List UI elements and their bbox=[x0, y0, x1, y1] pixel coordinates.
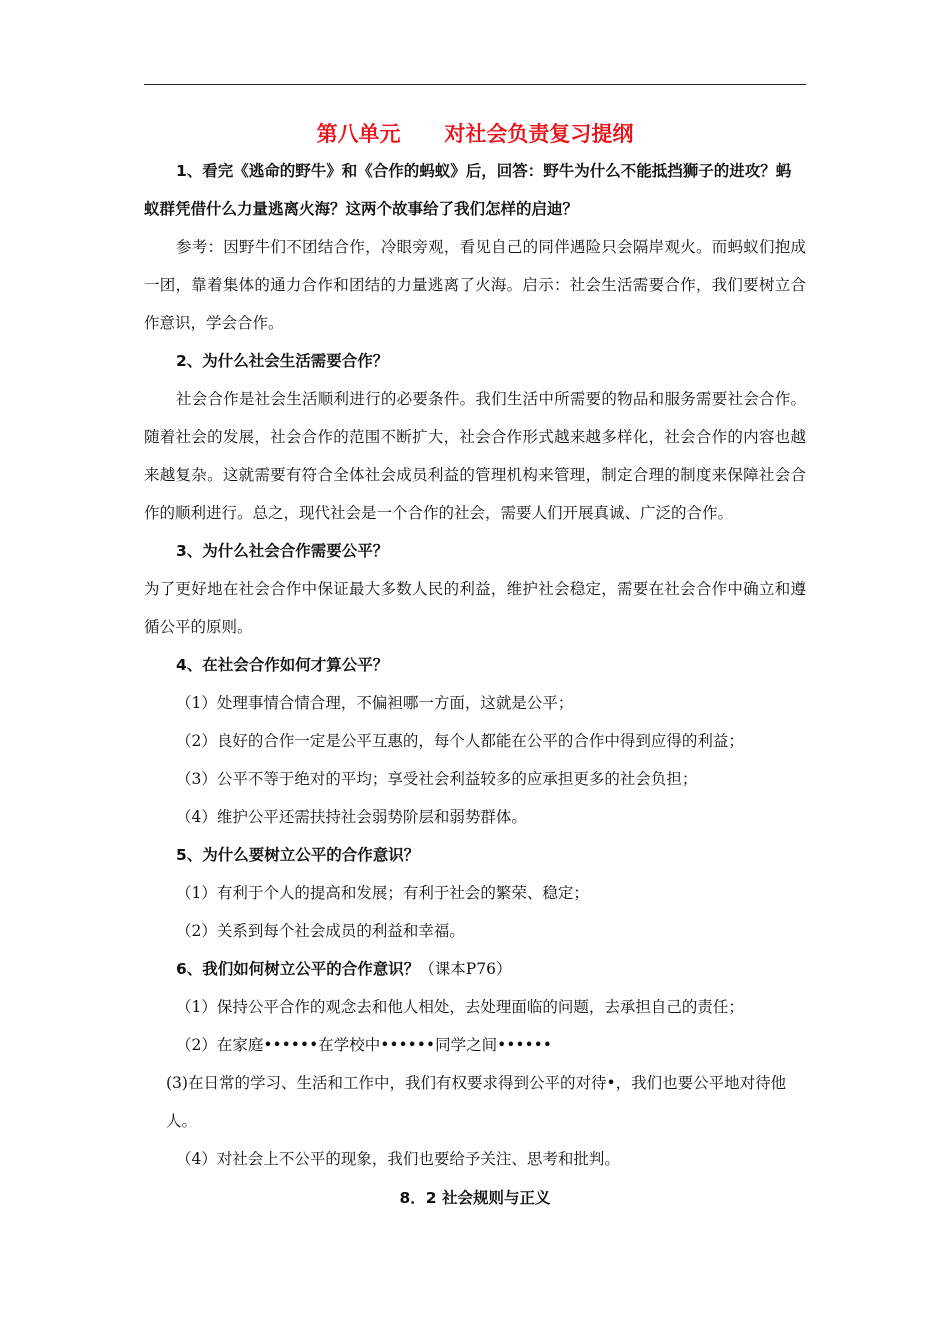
answer-3: 为了更好地在社会合作中保证最大多数人民的利益，维护社会稳定，需要在社会合作中确立和遵循公平的原则。 bbox=[144, 580, 806, 636]
list-item: (3)在日常的学习、生活和工作中，我们有权要求得到公平的对待•，我们也要公平地对待他人。 bbox=[166, 1074, 787, 1130]
document-body bbox=[144, 152, 806, 1218]
document-title: 第八单元 对社会负责复习提纲 bbox=[316, 122, 634, 146]
list-item: （4）对社会上不公平的现象，我们也要给予关注、思考和批判。 bbox=[176, 1150, 620, 1168]
list-item: （2）关系到每个社会成员的利益和幸福。 bbox=[176, 922, 465, 940]
list-item: （1）有利于个人的提高和发展；有利于社会的繁荣、稳定； bbox=[176, 884, 589, 902]
answer-2: 社会合作是社会生活顺利进行的必要条件。我们生活中所需要的物品和服务需要社会合作。随着社会的发展，社会合作的范围不断扩大，社会合作形式越来越多样化，社会合作的内容也越来越复杂。这就需要有符合全体社会成员利益的管理机构来管理，制定合理的制度来保障社会合作的顺利进行。总之，现代社会是一个合作的社会，需要人们开展真诚、广泛的合作。 bbox=[144, 390, 806, 522]
list-item: （3）公平不等于绝对的平均；享受社会利益较多的应承担更多的社会负担； bbox=[176, 770, 698, 788]
question-1: 1、看完《逃命的野牛》和《合作的蚂蚁》后，回答：野牛为什么不能抵挡狮子的进攻？蚂蚁群凭借什么力量逃离火海？这两个故事给了我们怎样的启迪？ bbox=[144, 162, 792, 218]
list-item: （2）在家庭••••••在学校中••••••同学之间•••••• bbox=[176, 1036, 552, 1054]
answer-1: 参考：因野牛们不团结合作，冷眼旁观，看见自己的同伴遇险只会隔岸观火。而蚂蚁们抱成一团，靠着集体的通力合作和团结的力量逃离了火海。启示：社会生活需要合作，我们要树立合作意识，学会合作。 bbox=[144, 238, 806, 332]
question-6-text: 6、我们如何树立公平的合作意识？ bbox=[176, 960, 420, 978]
question-4: 4、在社会合作如何才算公平？ bbox=[176, 656, 389, 674]
section-heading: 8．2 社会规则与正义 bbox=[399, 1189, 551, 1207]
question-6-note: （课本P76） bbox=[419, 960, 512, 978]
list-item: （2）良好的合作一定是公平互惠的，每个人都能在公平的合作中得到应得的利益； bbox=[176, 732, 744, 750]
question-2: 2、为什么社会生活需要合作？ bbox=[176, 352, 389, 370]
header-rule bbox=[144, 84, 806, 85]
list-item: （1）处理事情合情合理，不偏袒哪一方面，这就是公平； bbox=[176, 694, 574, 712]
list-item: （1）保持公平合作的观念去和他人相处，去处理面临的问题，去承担自己的责任； bbox=[176, 998, 744, 1016]
list-item: （4）维护公平还需扶持社会弱势阶层和弱势群体。 bbox=[176, 808, 527, 826]
question-6 bbox=[144, 950, 806, 988]
question-5: 5、为什么要树立公平的合作意识？ bbox=[176, 846, 420, 864]
question-3: 3、为什么社会合作需要公平？ bbox=[176, 542, 389, 560]
